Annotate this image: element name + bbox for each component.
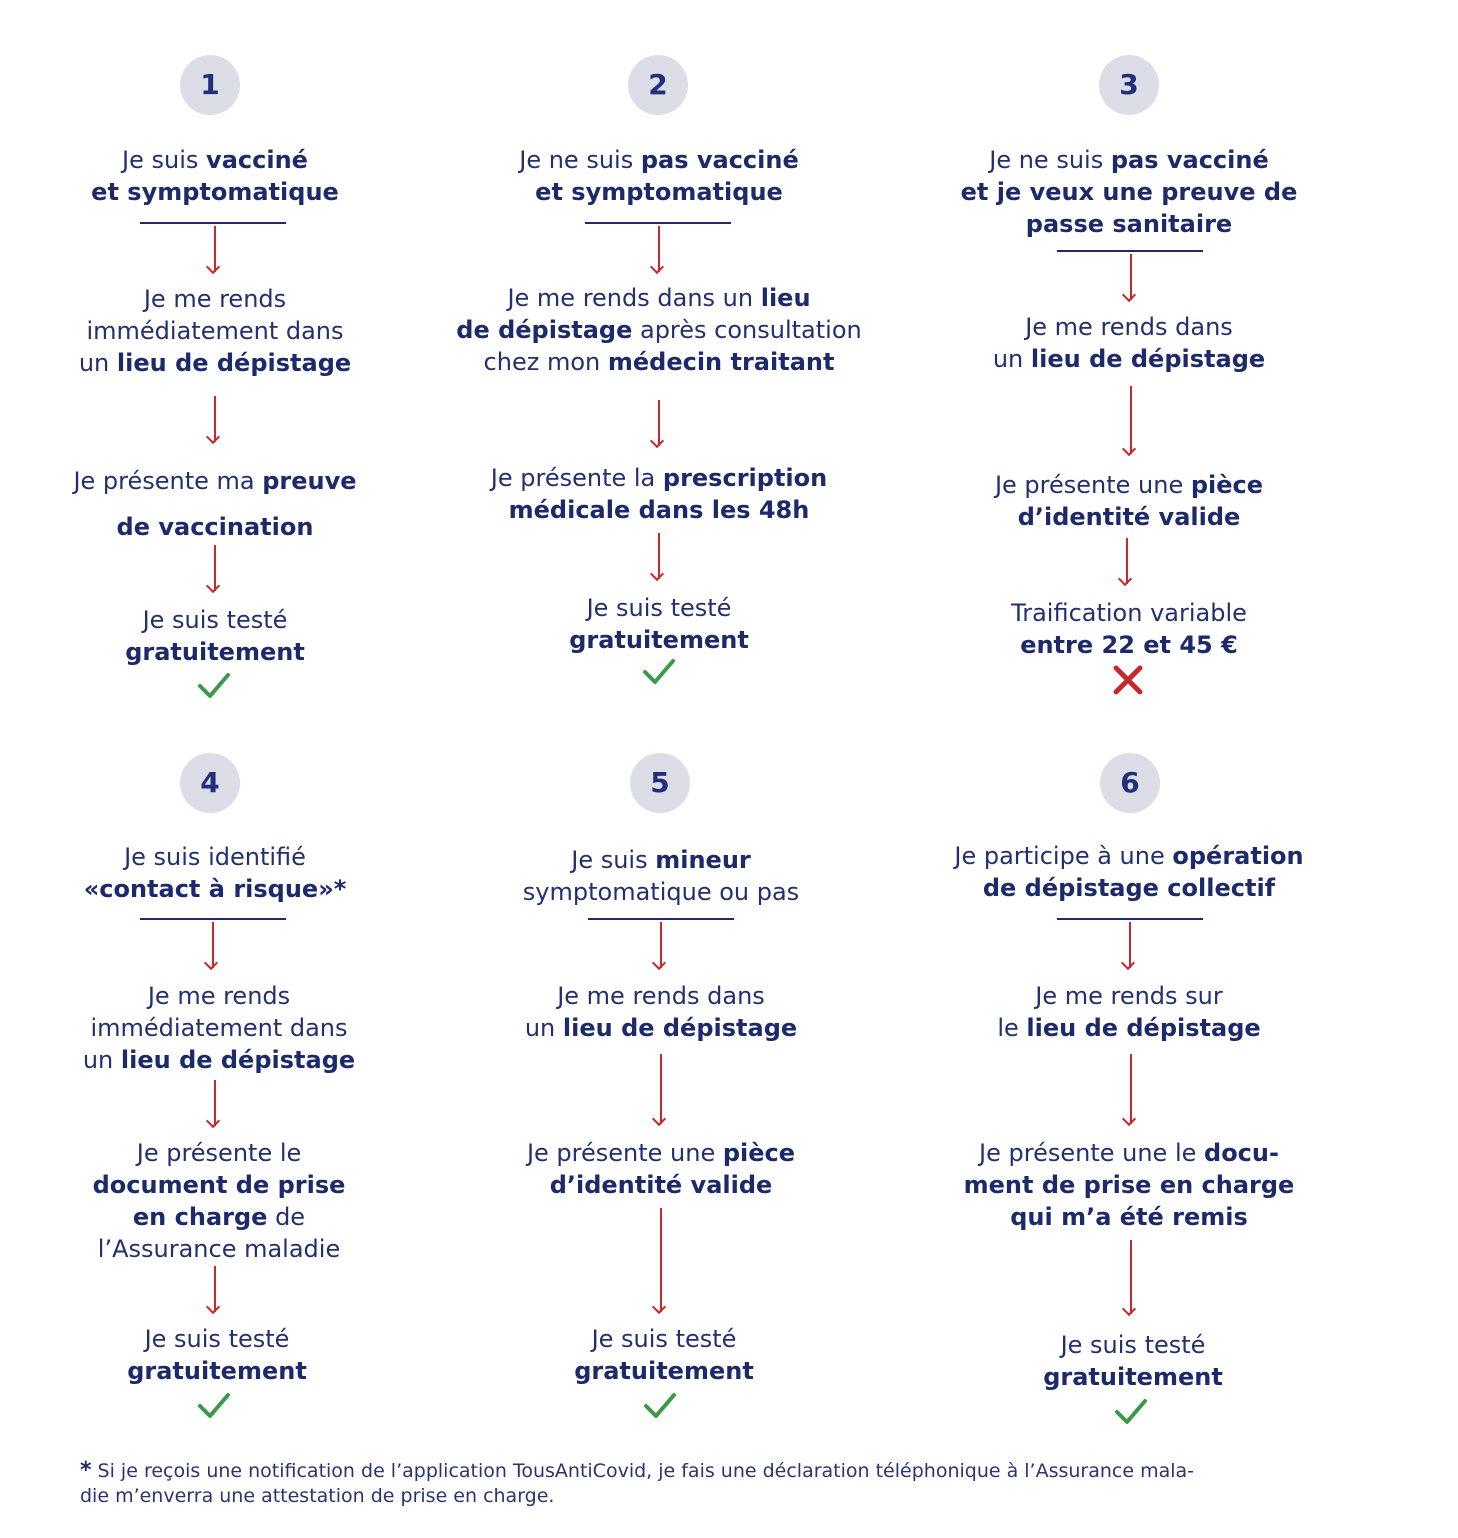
step-result: Je suis testé gratuitement [1043, 1331, 1223, 1391]
step-number-badge: 4 [180, 753, 240, 813]
step-condition: Je suis mineur symptomatique ou pas [522, 846, 800, 906]
step-document: Je présente ma preuve de vaccination [73, 467, 357, 541]
step-number-badge: 1 [180, 55, 240, 115]
arrow-down-icon [654, 1054, 668, 1126]
step-action: Je me rends dans un lieu de dépistage après consultation chez mon médecin traitant [456, 284, 862, 376]
separator-line [1057, 918, 1203, 920]
step-number-badge: 6 [1100, 753, 1160, 813]
arrow-down-icon [652, 226, 666, 274]
arrow-down-icon [654, 922, 668, 970]
arrow-down-icon [1124, 1240, 1138, 1316]
cross-icon [1112, 664, 1144, 696]
arrow-down-icon [208, 1266, 222, 1314]
step-document: Je présente la prescription médicale dans les 48h [490, 464, 828, 524]
step-action: Je me rends sur le lieu de dépistage [997, 982, 1261, 1042]
arrow-down-icon [654, 1208, 668, 1314]
step-document: Je présente le document de prise en charge de l’Assurance maladie [92, 1139, 346, 1263]
step-condition: Je suis vacciné et symptomatique [91, 146, 339, 206]
footnote [80, 1458, 1300, 1509]
arrow-down-icon [206, 922, 220, 970]
step-result: Traification variable entre 22 et 45 € [1011, 599, 1247, 659]
step-action: Je me rends immédiatement dans un lieu de dépistage [78, 285, 352, 377]
check-icon [198, 672, 230, 700]
separator-line [140, 918, 286, 920]
step-action: Je me rends immédiatement dans un lieu de dépistage [82, 982, 356, 1074]
arrow-down-icon [208, 545, 222, 593]
check-icon [643, 658, 675, 686]
step-result: Je suis testé gratuitement [125, 606, 305, 666]
footnote-text: Si je reçois une notification de l’application TousAntiCovid, je fais une déclaration téléphonique à l’Assurance mala- [91, 1460, 1195, 1482]
step-condition: Je ne suis pas vacciné et je veux une preuve de passe sanitaire [960, 146, 1298, 238]
step-document: Je présente une pièce d’identité valide [526, 1139, 796, 1199]
arrow-down-icon [1124, 1054, 1138, 1126]
separator-line [1057, 250, 1203, 252]
step-document: Je présente une pièce d’identité valide [994, 471, 1264, 531]
arrow-down-icon [208, 1080, 222, 1128]
separator-line [585, 222, 731, 224]
arrow-down-icon [1123, 922, 1137, 970]
step-number-badge: 3 [1099, 55, 1159, 115]
step-result: Je suis testé gratuitement [574, 1325, 754, 1385]
check-icon [1115, 1398, 1147, 1426]
step-result: Je suis testé gratuitement [569, 594, 749, 654]
step-document: Je présente une le docu- ment de prise en charge qui m’a été remis [963, 1139, 1295, 1231]
check-icon [198, 1392, 230, 1420]
check-icon [644, 1392, 676, 1420]
arrow-down-icon [208, 226, 222, 274]
arrow-down-icon [652, 400, 666, 448]
arrow-down-icon [1124, 386, 1138, 456]
step-condition: Je suis identifié «contact à risque»* [83, 843, 347, 903]
step-condition: Je ne suis pas vacciné et symptomatique [519, 146, 799, 206]
separator-line [588, 918, 734, 920]
arrow-down-icon [1120, 538, 1134, 586]
footnote-text-continued: die m’enverra une attestation de prise en charge. [80, 1485, 555, 1507]
footnote-asterisk: * [80, 1458, 92, 1483]
arrow-down-icon [652, 533, 666, 581]
separator-line [140, 222, 286, 224]
step-number-badge: 2 [628, 55, 688, 115]
step-number-badge: 5 [630, 753, 690, 813]
step-action: Je me rends dans un lieu de dépistage [992, 313, 1266, 373]
step-action: Je me rends dans un lieu de dépistage [524, 982, 798, 1042]
step-result: Je suis testé gratuitement [127, 1325, 307, 1385]
arrow-down-icon [1124, 254, 1138, 302]
step-condition: Je participe à une opération de dépistage collectif [954, 842, 1304, 902]
arrow-down-icon [208, 396, 222, 444]
